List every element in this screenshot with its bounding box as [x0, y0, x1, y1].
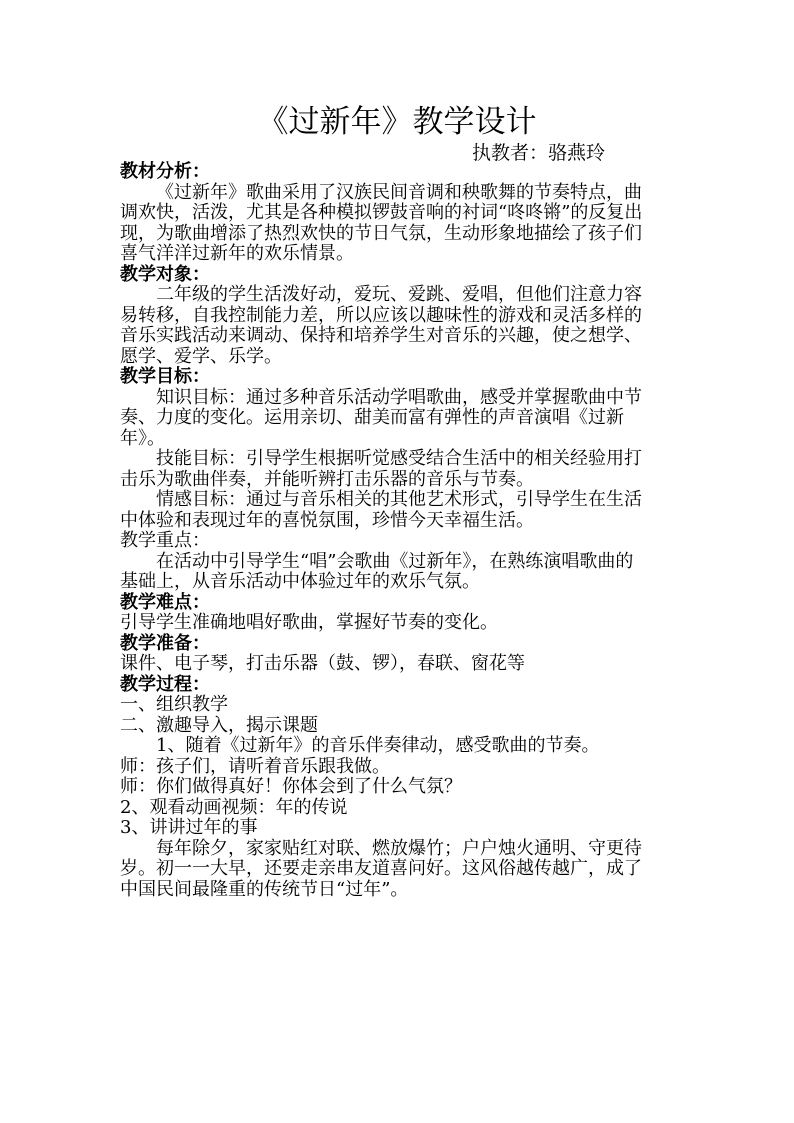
section-heading-object: 教学对象： — [120, 263, 210, 285]
document-body — [120, 162, 650, 900]
process-step-2-1: 1、随着《过新年》的音乐伴奏律动，感受歌曲的节奏。 — [156, 735, 600, 756]
process-step-2-2: 2、观看动画视频：年的传说 — [120, 796, 348, 818]
section-heading-key: 教学重点： — [120, 530, 210, 551]
paragraph-prep: 课件、电子琴，打击乐器（鼓、锣），春联、窗花等 — [120, 653, 525, 674]
section-heading-difficulty: 教学难点： — [120, 591, 210, 613]
section-heading-material: 教材分析： — [120, 161, 210, 182]
section-heading-prep: 教学准备： — [120, 632, 210, 654]
paragraph-goal-emotion: 情感目标：通过与音乐相关的其他艺术形式，引导学生在生活中体验和表现过年的喜悦氛围，珍惜今天幸福生活。 — [120, 489, 642, 531]
paragraph-goal-skill: 技能目标：引导学生根据听觉感受结合生活中的相关经验用打击乐为歌曲伴奏，并能听辨打击乐器的音乐与节奏。 — [120, 448, 642, 490]
paragraph-story: 每年除夕，家家贴红对联、燃放爆竹；户户烛火通明、守更待岁。初一一大早，还要走亲串友道喜问好。这风俗越传越广，成了中国民间最隆重的传统节日“过年”。 — [120, 837, 642, 900]
paragraph-object: 二年级的学生活泼好动，爱玩、爱跳、爱唱，但他们注意力容易转移，自我控制能力差，所以应该以趣味性的游戏和灵活多样的音乐实践活动来调动、保持和培养学生对音乐的兴趣，使之想学、愿学、爱学、乐学。 — [120, 284, 642, 367]
teacher-line-1: 师：孩子们，请听着音乐跟我做。 — [120, 755, 390, 777]
process-step-2-3: 3、讲讲过年的事 — [120, 817, 258, 838]
author-line: 执教者：骆燕玲 — [472, 142, 606, 164]
paragraph-key: 在活动中引导学生“唱”会歌曲《过新年》，在熟练演唱歌曲的基础上，从音乐活动中体验过年的欢乐气氛。 — [120, 550, 634, 592]
section-heading-goal: 教学目标： — [120, 366, 210, 387]
paragraph-goal-knowledge: 知识目标：通过多种音乐活动学唱歌曲，感受并掌握歌曲中节奏、力度的变化。运用亲切、甜美而富有弹性的声音演唱《过新年》。 — [120, 386, 642, 449]
section-heading-process: 教学过程： — [120, 673, 210, 695]
process-step-2: 二、激趣导入，揭示课题 — [120, 714, 318, 736]
teacher-line-2: 师：你们做得真好！你体会到了什么气氛？ — [120, 776, 462, 797]
process-step-1: 一、组织教学 — [120, 694, 228, 715]
paragraph-difficulty: 引导学生准确地唱好歌曲，掌握好节奏的变化。 — [120, 612, 498, 633]
document-title: 《过新年》教学设计 — [257, 104, 537, 140]
paragraph-material: 《过新年》歌曲采用了汉族民间音调和秧歌舞的节奏特点，曲调欢快，活泼，尤其是各种模拟锣鼓音响的衬词“咚咚锵”的反复出现，为歌曲增添了热烈欢快的节日气氛，生动形象地描绘了孩子们喜气洋洋过新年的欢乐情景。 — [120, 181, 643, 264]
